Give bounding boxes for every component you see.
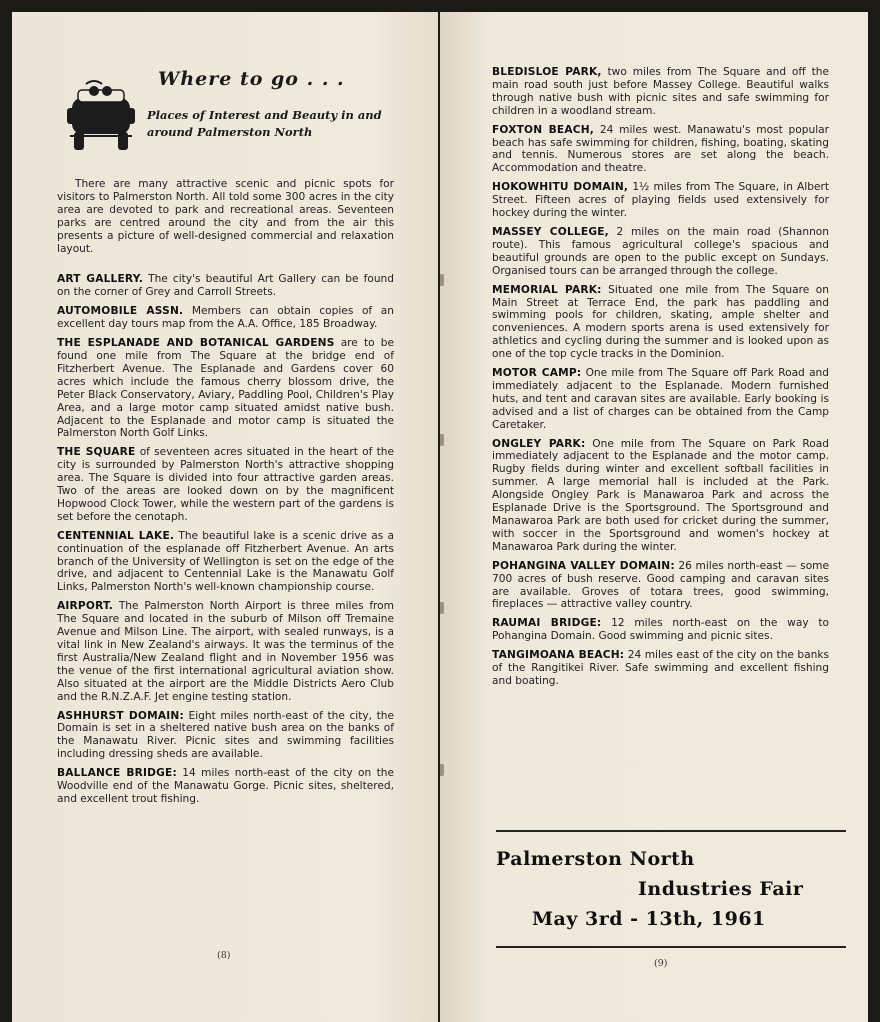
entry-name: ONGLEY PARK: [492, 437, 586, 450]
entry-text: Eight miles north-east of the city, the Domain is set in a sheltered native bush area on the banks of the Manawatu River. Picnic sites and swimming facilities including dressing sheds are available. [57, 709, 395, 761]
intro-paragraph: There are many attractive scenic and picnic spots for visitors to Palmerston North. All told some 300 acres in the city area are devoted to park and recreational areas. Seventeen parks are centred around the city and from the air this presents a picture of well-designed commercial and relaxation layout. [57, 178, 394, 255]
entry-name: CENTENNIAL LAKE. [57, 529, 175, 542]
entry-text: One mile from The Square off Park Road and immediately adjacent to the Esplanade. Modern furnished huts, and tent and caravan sites are available. Early booking is advised and a list of charges can be obtained from the Camp Caretaker. [492, 367, 829, 431]
list-item [57, 337, 394, 440]
page-number: (9) [654, 958, 668, 969]
entry-text: Members can obtain copies of an excellent day tours map from the A.A. Office, 185 Broadway. [57, 305, 394, 331]
booklet-spread [12, 12, 868, 1022]
list-item [492, 181, 829, 220]
list-item [492, 284, 829, 361]
entry-name: RAUMAI BRIDGE: [492, 617, 602, 630]
entry-name: MASSEY COLLEGE, [492, 225, 609, 238]
entry-text: two miles from The Square and off the main road south just before Massey College. Beautiful walks through native bush with picnic sites and safe swimming for children in a woodland stream. [492, 66, 829, 117]
list-item [57, 305, 394, 331]
staple [440, 764, 444, 776]
entry-name: TANGIMOANA BEACH: [492, 649, 625, 662]
entry-text: The beautiful lake is a scenic drive as a continuation of the esplanade off Fitzherbert Avenue. An arts branch of the University of Wellington is set on the edge of the drive, and adjacent to Centennial Lake is the Manawatu Golf Links, Palmerston North's well-known championship course. [57, 529, 394, 594]
entry-name: THE SQUARE [57, 446, 136, 459]
entry-text: 24 miles east of the city on the banks of the Rangitikei River. Safe swimming and excellent fishing and boating. [492, 649, 829, 687]
entry-text: 2 miles on the main road (Shannon route). This famous agricultural college's spacious and beautiful grounds are open to the public except on Sundays. Organised tours can be arranged through the college. [492, 225, 829, 277]
entry-name: MOTOR CAMP: [492, 367, 582, 380]
fair-title-line1: Palmerston North [496, 848, 695, 870]
entry-text: 26 miles north-east — some 700 acres of bush reserve. Good camping and caravan sites are available. Groves of totara trees, good swimming, fireplaces — attractive valley country. [492, 559, 830, 611]
left-text-column [57, 178, 394, 812]
fair-title-line2: Industries Fair [638, 878, 804, 900]
entry-name: BLEDISLOE PARK, [492, 66, 602, 78]
entry-text: The Palmerston North Airport is three miles from The Square and located in the suburb of Milson off Tremaine Avenue and Milson Line. The airport, with sealed runways, is a vital link in New Zealand's airways. It was the terminus of the first Australia/New Zealand flight and in November 1956 was the venue of the first international agricultural aviation show. Also situated at the airport are the Middle Districts Aero Club and the R.N.Z.A.F. Jet engine testing station. [57, 600, 394, 703]
entry-name: BALLANCE BRIDGE: [57, 767, 177, 780]
list-item [492, 367, 829, 432]
list-item [492, 649, 829, 688]
entry-name: AIRPORT. [57, 600, 113, 613]
divider [496, 946, 846, 948]
right-text-column [492, 66, 829, 694]
list-item [57, 446, 394, 523]
entry-name: AUTOMOBILE ASSN. [57, 305, 184, 318]
list-item [492, 617, 829, 643]
page-subtitle: Places of Interest and Beauty in and around Palmerston North [147, 108, 382, 139]
page-title: Where to go . . . [158, 68, 345, 90]
entry-text: One mile from The Square on Park Road immediately adjacent to the Esplanade and the motor camp. Rugby fields during winter and excellent softball facilities in summer. A large memorial hall is included at the Park. Alongside Ongley Park is Manawaroa Park and across the Esplanade Drive is the Sportsground. The Sportsground and Manawaroa Park are both used for cricket during the summer, with soccer in the Sportsground and women's hockey at Manawaroa Park during the winter. [492, 437, 829, 553]
right-page [440, 12, 868, 1022]
entry-text: 14 miles north-east of the city on the Woodville end of the Manawatu Gorge. Picnic sites, sheltered, and excellent trout fishing. [57, 767, 395, 805]
fair-dates: May 3rd - 13th, 1961 [532, 908, 766, 930]
entry-text: Situated one mile from The Square on Main Street at Terrace End, the park has paddling and swimming pools for children, skating, ample shelter and conveniences. A modern sports arena is used extensively for athletics and cycling during the summer and is looked upon as one of the top cycle tracks in the Dominion. [492, 283, 829, 361]
list-item [492, 124, 829, 176]
entry-name: HOKOWHITU DOMAIN, [492, 181, 629, 194]
staple [440, 602, 444, 614]
entry-name: FOXTON BEACH, [492, 123, 595, 136]
entry-text: of seventeen acres situated in the heart of the city is surrounded by Palmerston North's attractive shopping area. The Square is divided into four attractive garden areas. Two of the areas are looked down on by the magnificent Hopwood Clock Tower, while the western part of the gardens is set before the cenotaph. [57, 446, 394, 523]
divider [496, 830, 846, 832]
staple [440, 274, 444, 286]
list-item [57, 530, 394, 595]
list-item [492, 226, 829, 278]
entry-name: POHANGINA VALLEY DOMAIN: [492, 559, 675, 572]
staple [440, 434, 444, 446]
page-number: (8) [217, 950, 231, 961]
entry-text: are to be found one mile from The Square at the bridge end of Fitzherbert Avenue. The Esplanade and Gardens cover 60 acres which include the famous cherry blossom drive, the Peter Black Conservatory, Aviary, Paddling Pool, Children's Play Area, and a large motor camp situated amidst native bush. Adjacent to the Esplanade and motor camp is situated the Palmerston North Golf Links. [57, 337, 394, 440]
entry-name: THE ESPLANADE AND BOTANICAL GARDENS [57, 337, 335, 350]
entry-text: 1½ miles from The Square, in Albert Street. Fifteen acres of playing fields used extensively for hockey during the winter. [492, 181, 829, 220]
entry-name: MEMORIAL PARK: [492, 283, 602, 296]
list-item [57, 767, 394, 806]
list-item [492, 66, 829, 118]
vintage-car-icon [64, 78, 138, 156]
left-page [12, 12, 438, 1022]
list-item [57, 273, 394, 299]
entry-text: The city's beautiful Art Gallery can be found on the corner of Grey and Carroll Streets. [57, 273, 394, 299]
list-item [57, 710, 394, 762]
entry-text: 24 miles west. Manawatu's most popular beach has safe swimming for children, fishing, boating, skating and tennis. Numerous stores are set along the beach. Accommodation and theatre. [492, 123, 829, 175]
list-item [492, 438, 829, 554]
list-item [57, 600, 394, 703]
entry-name: ASHHURST DOMAIN: [57, 709, 184, 722]
entry-text: 12 miles north-east on the way to Pohangina Domain. Good swimming and picnic sites. [492, 617, 829, 643]
list-item [492, 560, 829, 612]
entry-name: ART GALLERY. [57, 273, 144, 286]
